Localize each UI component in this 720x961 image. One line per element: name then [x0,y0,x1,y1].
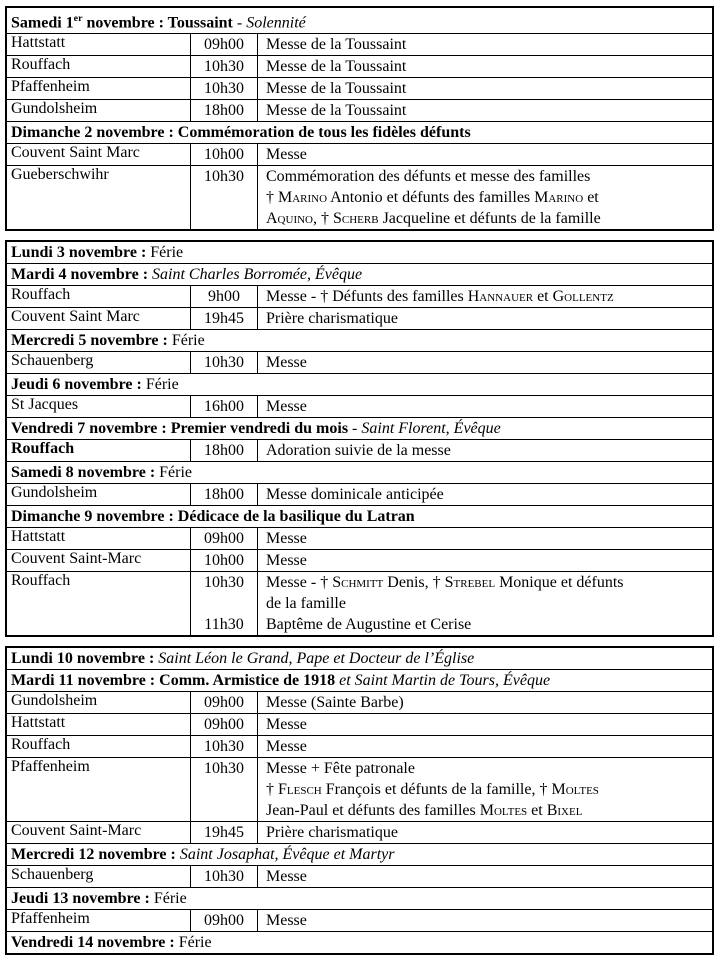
family-name-smallcaps: Strebel [444,574,496,592]
text-segment: Vendredi 7 novembre : Premier vendredi du mois [11,420,349,438]
entry-row [7,735,712,757]
text-segment: Adoration suivie de la messe [266,442,451,460]
entry-row [7,285,712,307]
day-header-row [7,417,712,439]
description-line [266,528,712,549]
time-value [191,593,257,614]
time-cell [191,56,258,77]
description-line [266,144,712,165]
description-line [266,56,712,77]
place-cell [7,822,191,843]
place-cell [7,34,191,55]
text-segment: Messe [266,716,307,734]
description-cell [258,714,712,735]
time-value: 9h00 [208,288,240,306]
time-cell [191,78,258,99]
text-segment: Messe [266,146,307,164]
text-segment: Mercredi 12 novembre : [11,846,180,864]
place-cell [7,866,191,887]
text-segment: Messe [266,868,307,886]
text-segment: Vendredi 14 novembre : [11,934,175,952]
day-header-row [7,8,712,33]
text-segment: Férie [167,332,205,350]
family-name-smallcaps: Marino [534,189,584,207]
day-header-row [7,887,712,909]
family-name-smallcaps: Moltes [479,802,528,820]
description-line [266,166,712,187]
text-segment: Pfaffenheim [11,78,90,96]
text-segment: et [533,288,553,306]
text-segment: novembre : Toussaint [82,14,233,32]
description-line [266,484,712,505]
description-cell [258,572,712,635]
text-segment: - [348,420,362,438]
text-segment: Jean-Paul et défunts des familles [266,802,480,820]
description-cell [258,34,712,55]
text-segment: Samedi 8 novembre : [11,464,156,482]
entry-row [7,395,712,417]
text-segment: Saint Charles Borromée, Évêque [152,266,363,284]
description-line [266,866,712,887]
day-header-row [7,648,712,669]
description-line [266,714,712,735]
entry-row [7,483,712,505]
text-segment: Mardi 4 novembre : [11,266,153,284]
text-segment: Férie [149,890,187,908]
description-line [266,100,712,121]
place-cell [7,100,191,121]
time-cell [191,100,258,121]
time-value: 10h30 [204,168,244,186]
description-line [266,396,712,417]
entry-row [7,713,712,735]
time-value: 10h00 [204,552,244,570]
text-segment: Jacqueline et défunts de la famille [378,210,601,228]
text-segment: Férie [141,376,179,394]
day-header-row [7,121,712,143]
text-segment: † [266,189,278,207]
text-segment: Gundolsheim [11,484,98,502]
family-name-smallcaps: Moltes [551,781,599,799]
text-segment: Dimanche 9 novembre : Dédicace de la basilique du Latran [11,508,415,526]
day-header-row [7,931,712,953]
description-cell [258,440,712,461]
text-segment: er [73,13,83,24]
text-segment: Saint Josaphat, Évêque et Martyr [179,846,395,864]
description-cell [258,822,712,843]
description-line [266,910,712,931]
family-name-smallcaps: Gollentz [552,288,614,306]
time-value: 19h45 [204,824,244,842]
text-segment: Pfaffenheim [11,910,90,928]
description-cell [258,56,712,77]
text-segment: Schauenberg [11,866,94,884]
day-header-row [7,373,712,395]
description-line [266,736,712,757]
description-line [266,614,712,635]
time-value: 10h30 [204,868,244,886]
place-cell [7,692,191,713]
text-segment: Gundolsheim [11,100,98,118]
place-cell [7,56,191,77]
day-header-row [7,669,712,691]
time-cell [191,572,258,635]
time-value: 10h30 [204,80,244,98]
entry-row [7,143,712,165]
text-segment: Férie [174,934,212,952]
text-segment: - [232,14,247,32]
text-segment: , † [313,210,333,228]
family-name-smallcaps: Bixel [546,802,583,820]
text-segment: Jeudi 13 novembre : [11,890,150,908]
text-segment: Antonio et défunts des familles [327,189,535,207]
time-cell [191,910,258,931]
time-value: 09h00 [204,36,244,54]
schedule-table-block [5,6,714,231]
time-cell [191,484,258,505]
text-segment: Mardi 11 novembre : Comm. Armistice de 1918 [11,672,336,690]
text-segment: Messe [266,552,307,570]
entry-row [7,165,712,229]
family-name-smallcaps: Scherb [333,210,379,228]
text-segment: Messe [266,530,307,548]
description-cell [258,78,712,99]
text-segment: † [266,781,278,799]
time-cell [191,550,258,571]
description-cell [258,692,712,713]
text-segment: Prière charismatique [266,824,398,842]
text-segment: Rouffach [11,56,71,74]
description-line [266,286,712,307]
time-value: 16h00 [204,398,244,416]
text-segment: Hattstatt [11,528,66,546]
text-segment: Hattstatt [11,714,66,732]
text-segment: Gueberschwihr [11,166,109,184]
description-cell [258,100,712,121]
place-cell [7,528,191,549]
text-segment: Hattstatt [11,34,66,52]
description-cell [258,550,712,571]
time-cell [191,758,258,821]
description-line [266,187,712,208]
entry-row [7,55,712,77]
time-cell [191,714,258,735]
place-cell [7,440,191,461]
description-cell [258,758,712,821]
text-segment: Saint Léon le Grand, Pape et Docteur de l’Église [158,650,475,668]
day-header-row [7,263,712,285]
time-cell [191,34,258,55]
description-line [266,593,712,614]
time-cell [191,396,258,417]
text-segment: Messe (Sainte Barbe) [266,694,404,712]
text-segment: Messe - † Défunts des familles [266,288,468,306]
text-segment: Messe [266,912,307,930]
text-segment: Rouffach [11,736,71,754]
place-cell [7,144,191,165]
text-segment: et [527,802,547,820]
entry-row [7,77,712,99]
text-segment: Férie [155,464,193,482]
place-cell [7,714,191,735]
text-segment: Messe dominicale anticipée [266,486,444,504]
time-value: 10h30 [204,58,244,76]
time-cell [191,736,258,757]
text-segment: Messe de la Toussaint [266,58,407,76]
family-name-smallcaps: Flesch [278,781,322,799]
description-line [266,758,712,779]
description-line [266,352,712,373]
entry-row [7,821,712,843]
place-cell [7,736,191,757]
day-header-row [7,242,712,263]
description-cell [258,352,712,373]
entry-row [7,909,712,931]
text-segment: Saint Florent, Évêque [361,420,501,438]
text-segment: Couvent Saint-Marc [11,822,142,840]
time-value: 18h00 [204,486,244,504]
description-cell [258,528,712,549]
place-cell [7,572,191,635]
place-cell [7,352,191,373]
mass-schedule-document [5,6,714,955]
place-cell [7,166,191,229]
text-segment: Rouffach [11,440,75,458]
text-segment: François et défunts de la famille, † [321,781,552,799]
text-segment: St Jacques [11,396,79,414]
text-segment: Messe [266,738,307,756]
description-line [266,550,712,571]
time-value [191,187,257,208]
text-segment: Messe de la Toussaint [266,102,407,120]
entry-row [7,527,712,549]
entry-row [7,757,712,821]
schedule-table-block [5,240,714,637]
time-cell [191,692,258,713]
day-header-row [7,505,712,527]
place-cell [7,484,191,505]
text-segment: Monique et défunts [495,574,624,592]
time-value [191,208,257,229]
text-segment: Couvent Saint-Marc [11,550,142,568]
text-segment: Prière charismatique [266,310,398,328]
day-header-row [7,843,712,865]
place-cell [7,910,191,931]
description-line [266,78,712,99]
description-line [266,822,712,843]
day-header-row [7,329,712,351]
description-line [266,440,712,461]
text-segment: Baptême de Augustine et Cerise [266,616,472,634]
description-cell [258,484,712,505]
entry-row [7,865,712,887]
time-value: 18h00 [204,442,244,460]
entry-row [7,549,712,571]
description-line [266,779,712,800]
text-segment: Messe [266,354,307,372]
text-segment: Gundolsheim [11,692,98,710]
text-segment: Couvent Saint Marc [11,144,140,162]
time-value: 10h00 [204,146,244,164]
time-value: 18h00 [204,102,244,120]
family-name-smallcaps: Schmitt [332,574,384,592]
entry-row [7,99,712,121]
description-cell [258,736,712,757]
description-cell [258,866,712,887]
text-segment: Messe + Fête patronale [266,760,415,778]
time-value: 11h30 [204,616,244,634]
time-value: 10h30 [204,738,244,756]
text-segment: Férie [146,244,184,262]
time-value [191,779,257,800]
description-line [266,308,712,329]
time-cell [191,144,258,165]
description-line [266,34,712,55]
description-line [266,572,712,593]
text-segment: de la famille [266,595,346,613]
text-segment: Messe - † [266,574,333,592]
family-name-smallcaps: Marino [278,189,328,207]
time-value: 10h30 [204,760,244,778]
text-segment: et [583,189,599,207]
family-name-smallcaps: Hannauer [467,288,534,306]
time-value: 09h00 [204,694,244,712]
text-segment: Mercredi 5 novembre : [11,332,168,350]
text-segment: Samedi 1 [11,14,74,32]
description-line [266,692,712,713]
description-line [266,800,712,821]
time-cell [191,866,258,887]
text-segment: Messe [266,398,307,416]
description-cell [258,308,712,329]
place-cell [7,308,191,329]
schedule-table-block [5,646,714,955]
description-line [266,208,712,229]
time-cell [191,352,258,373]
text-segment: Lundi 3 novembre : [11,244,147,262]
place-cell [7,550,191,571]
time-cell [191,822,258,843]
description-cell [258,286,712,307]
entry-row [7,691,712,713]
time-cell [191,166,258,229]
place-cell [7,78,191,99]
text-segment: Messe de la Toussaint [266,36,407,54]
text-segment: Denis, † [383,574,445,592]
text-segment: Messe de la Toussaint [266,80,407,98]
time-value: 09h00 [204,716,244,734]
time-value: 09h00 [204,912,244,930]
time-cell [191,528,258,549]
entry-row [7,33,712,55]
time-value [191,800,257,821]
family-name-smallcaps: Aquino [266,210,313,228]
time-value: 10h30 [204,354,244,372]
time-cell [191,286,258,307]
text-segment: Commémoration des défunts et messe des familles [266,168,591,186]
text-segment: Jeudi 6 novembre : [11,376,142,394]
day-header-row [7,461,712,483]
place-cell [7,758,191,821]
time-cell [191,308,258,329]
text-segment: Pfaffenheim [11,758,90,776]
entry-row [7,439,712,461]
text-segment: et Saint Martin de Tours, Évêque [339,672,551,690]
text-segment: Lundi 10 novembre : [11,650,159,668]
text-segment: Couvent Saint Marc [11,308,140,326]
time-value: 10h30 [204,574,244,592]
description-cell [258,396,712,417]
text-segment: Rouffach [11,572,71,590]
time-cell [191,440,258,461]
time-value: 09h00 [204,530,244,548]
entry-row [7,307,712,329]
description-cell [258,910,712,931]
entry-row [7,351,712,373]
text-segment: Dimanche 2 novembre : Commémoration de tous les fidèles défunts [11,124,471,142]
time-value: 19h45 [204,310,244,328]
description-cell [258,144,712,165]
entry-row [7,571,712,635]
description-cell [258,166,712,229]
text-segment: Schauenberg [11,352,94,370]
text-segment: Rouffach [11,286,71,304]
place-cell [7,286,191,307]
place-cell [7,396,191,417]
text-segment: Solennité [246,14,306,32]
